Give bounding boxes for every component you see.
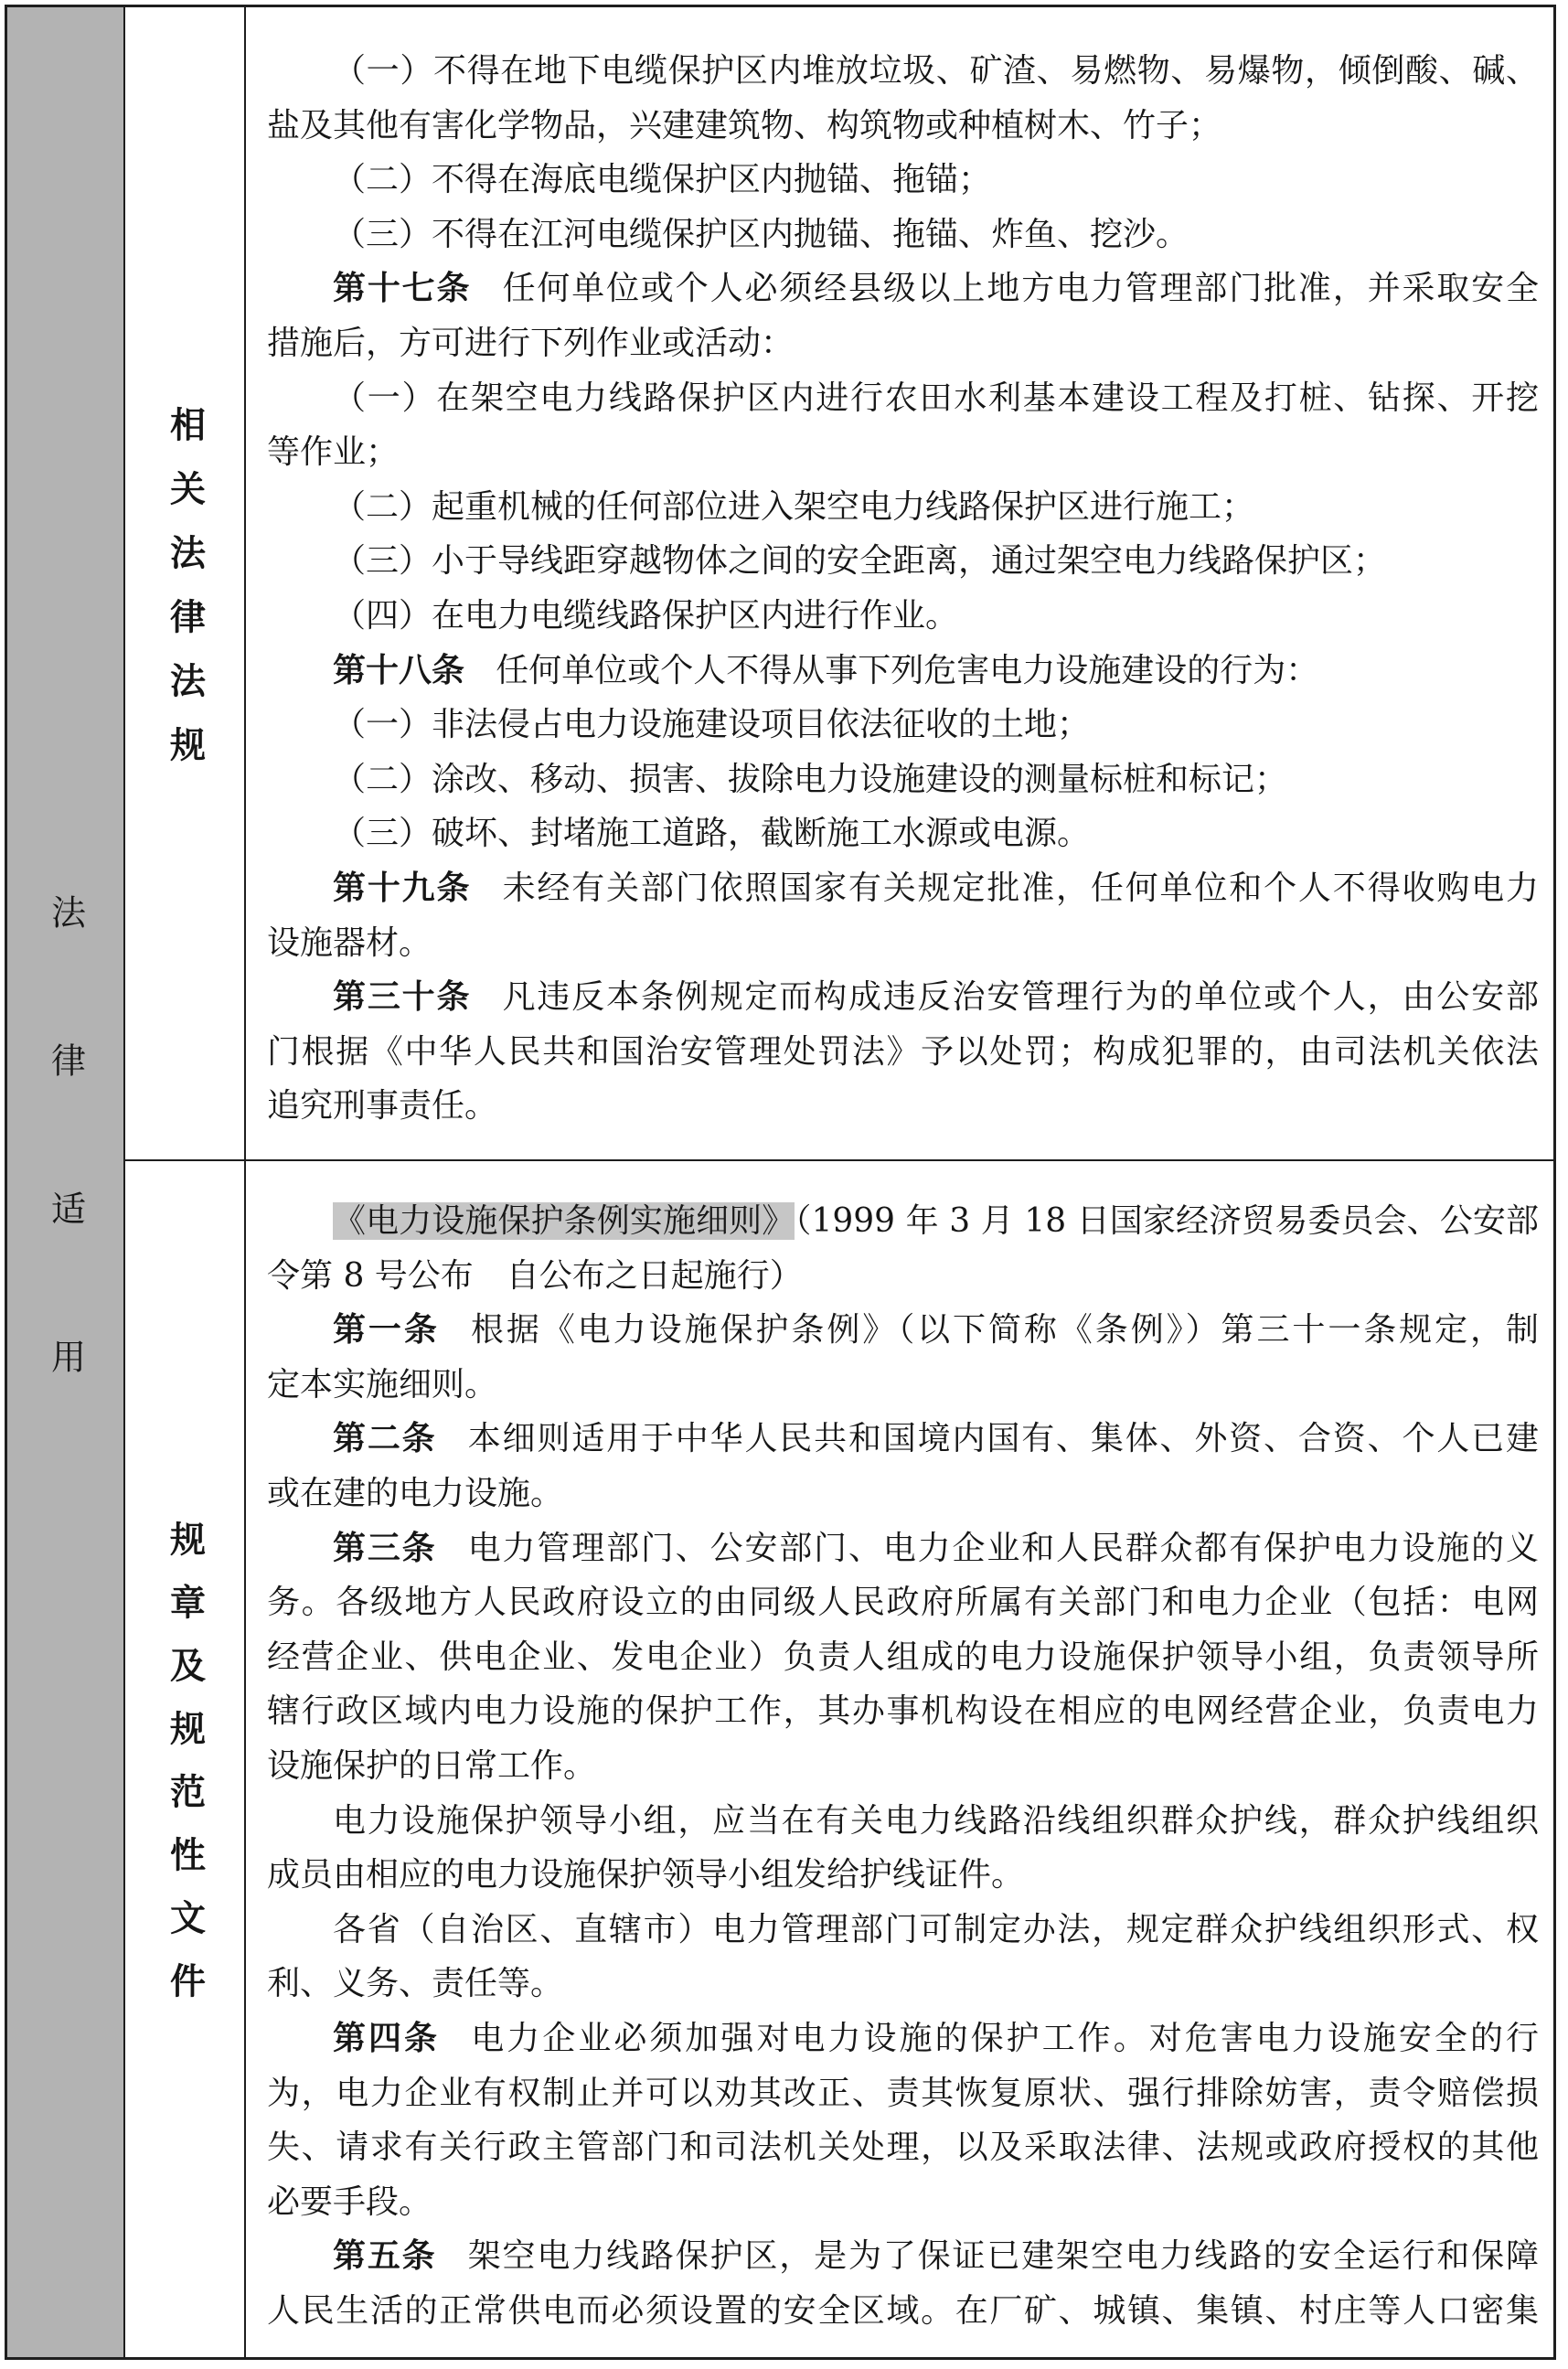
text-line xyxy=(267,861,1539,916)
article-number: 第一条 xyxy=(333,1311,440,1350)
paragraph xyxy=(267,644,1539,699)
text-line: （三）不得在江河电缆保护区内抛锚、拖锚、炸鱼、挖沙。 xyxy=(333,215,1189,253)
text-line: 电力设施保护领导小组，应当在有关电力线路沿线组织群众护线，群众护线组织 xyxy=(333,1801,1539,1840)
article-number: 第十九条 xyxy=(333,869,472,907)
text-line: 措施后，方可进行下列作业或活动： xyxy=(267,324,795,362)
text-line: 必要手段。 xyxy=(267,2182,432,2221)
paragraph xyxy=(267,806,1539,861)
paragraph xyxy=(267,1903,1539,2012)
text-line: 或在建的电力设施。 xyxy=(267,1474,564,1512)
text-line: （三）破坏、封堵施工道路，截断施工水源或电源。 xyxy=(333,815,1091,853)
text-line: 设施保护的日常工作。 xyxy=(267,1746,597,1785)
article-number: 第十七条 xyxy=(333,270,472,308)
line-text: 架空电力线路保护区，是为了保证已建架空电力线路的安全运行和保障 xyxy=(467,2237,1539,2276)
paragraph xyxy=(267,371,1539,480)
text-line xyxy=(267,1521,1539,1576)
paragraph xyxy=(267,44,1539,153)
section-content xyxy=(246,1161,1553,2357)
text-line xyxy=(267,1194,1539,1249)
law-table xyxy=(5,5,1556,2360)
text-line: 为，电力企业有权制止并可以劝其改正、责其恢复原状、强行排除妨害，责令赔偿损 xyxy=(267,2074,1539,2112)
text-line: 人民生活的正常供电而必须设置的安全区域。在厂矿、城镇、集镇、村庄等人口密集 xyxy=(267,2291,1539,2330)
section-content xyxy=(246,7,1553,1161)
line-text: 凡违反本条例规定而构成违反治安管理行为的单位或个人，由公安部 xyxy=(502,978,1539,1017)
text-line: 定本实施细则。 xyxy=(267,1365,498,1403)
text-line xyxy=(267,261,1539,316)
category-label: 法律适用 xyxy=(45,894,86,1487)
text-line: 设施器材。 xyxy=(267,923,432,962)
text-line: 各省（自治区、直辖市）电力管理部门可制定办法，规定群众护线组织形式、权 xyxy=(333,1910,1539,1948)
line-text: 任何单位或个人不得从事下列危害电力设施建设的行为： xyxy=(496,651,1319,689)
paragraph xyxy=(267,861,1539,970)
text-line xyxy=(267,1303,1539,1358)
paragraph xyxy=(267,153,1539,208)
article-number: 第二条 xyxy=(333,1420,437,1458)
section-label-cell xyxy=(125,1161,246,2357)
article-number: 第四条 xyxy=(333,2019,441,2057)
paragraph xyxy=(267,1794,1539,1903)
text-line: 令第 8 号公布 自公布之日起施行） xyxy=(267,1256,803,1295)
paragraph xyxy=(267,534,1539,589)
section-label: 相关法律法规 xyxy=(164,405,206,790)
section-label-cell xyxy=(125,7,246,1161)
paragraph xyxy=(267,2012,1539,2229)
text-line xyxy=(267,2229,1539,2284)
text-line: 追究刑事责任。 xyxy=(267,1087,498,1126)
text-line xyxy=(267,2012,1539,2066)
line-text: 未经有关部门依照国家有关规定批准，任何单位和个人不得收购电力 xyxy=(502,869,1539,907)
text-line: 经营企业、供电企业、发电企业）负责人组成的电力设施保护领导小组，负责领导所 xyxy=(267,1638,1539,1676)
section-label: 规章及规范性文件 xyxy=(164,1521,206,2025)
text-line: （二）起重机械的任何部位进入架空电力线路保护区进行施工； xyxy=(333,487,1255,526)
line-text: 根据《电力设施保护条例》（以下简称《条例》）第三十一条规定，制 xyxy=(471,1311,1539,1350)
paragraph xyxy=(267,752,1539,807)
text-line xyxy=(267,1412,1539,1467)
text-line: （三）小于导线距穿越物体之间的安全距离，通过架空电力线路保护区； xyxy=(333,542,1387,581)
regulation-title: 《电力设施保护条例实施细则》 xyxy=(333,1202,795,1240)
paragraph xyxy=(267,1412,1539,1521)
text-line: （四）在电力电缆线路保护区内进行作业。 xyxy=(333,596,959,635)
paragraph xyxy=(267,970,1539,1134)
line-text: 任何单位或个人必须经县级以上地方电力管理部门批准，并采取安全 xyxy=(502,270,1539,308)
paragraph xyxy=(267,698,1539,752)
paragraph xyxy=(267,2229,1539,2338)
article-number: 第三十条 xyxy=(333,978,472,1017)
text-line: 门根据《中华人民共和国治安管理处罚法》予以处罚；构成犯罪的，由司法机关依法 xyxy=(267,1032,1539,1071)
text-line: 盐及其他有害化学物品，兴建建筑物、构筑物或种植树木、竹子； xyxy=(267,106,1222,144)
text-line: 失、请求有关行政主管部门和司法机关处理，以及采取法律、法规或政府授权的其他 xyxy=(267,2129,1539,2167)
text-line: 成员由相应的电力设施保护领导小组发给护线证件。 xyxy=(267,1856,1025,1894)
text-line: 辖行政区域内电力设施的保护工作，其办事机构设在相应的电网经营企业，负责电力 xyxy=(267,1692,1539,1731)
line-text: 电力管理部门、公安部门、电力企业和人民群众都有保护电力设施的义 xyxy=(467,1529,1539,1567)
article-number: 第十八条 xyxy=(333,651,465,689)
paragraph xyxy=(267,1521,1539,1794)
paragraph xyxy=(267,1303,1539,1412)
text-line: （一）在架空电力线路保护区内进行农田水利基本建设工程及打桩、钻探、开挖 xyxy=(333,379,1539,417)
paragraph xyxy=(267,261,1539,370)
text-line: （一）非法侵占电力设施建设项目依法征收的土地； xyxy=(333,706,1091,744)
line-text: 本细则适用于中华人民共和国境内国有、集体、外资、合资、个人已建 xyxy=(467,1420,1539,1458)
text-line: 等作业； xyxy=(267,433,400,472)
text-line: 利、义务、责任等。 xyxy=(267,1965,564,2003)
text-line: （二）不得在海底电缆保护区内抛锚、拖锚； xyxy=(333,161,992,199)
text-line xyxy=(267,644,1539,699)
paragraph xyxy=(267,480,1539,535)
text-line xyxy=(267,970,1539,1025)
article-number: 第三条 xyxy=(333,1529,437,1567)
text-line: （一）不得在地下电缆保护区内堆放垃圾、矿渣、易燃物、易爆物，倾倒酸、碱、 xyxy=(333,52,1539,90)
category-cell xyxy=(7,7,125,2357)
paragraph xyxy=(267,208,1539,262)
paragraph xyxy=(267,589,1539,644)
line-text: 电力企业必须加强对电力设施的保护工作。对危害电力设施安全的行 xyxy=(471,2019,1539,2057)
text-line: （二）涂改、移动、损害、拔除电力设施建设的测量标桩和标记； xyxy=(333,760,1288,798)
paragraph xyxy=(267,1194,1539,1303)
line-text: （1999 年 3 月 18 日国家经济贸易委员会、公安部 xyxy=(795,1202,1539,1240)
text-line: 务。各级地方人民政府设立的由同级人民政府所属有关部门和电力企业（包括：电网 xyxy=(267,1584,1539,1622)
article-number: 第五条 xyxy=(333,2237,437,2276)
